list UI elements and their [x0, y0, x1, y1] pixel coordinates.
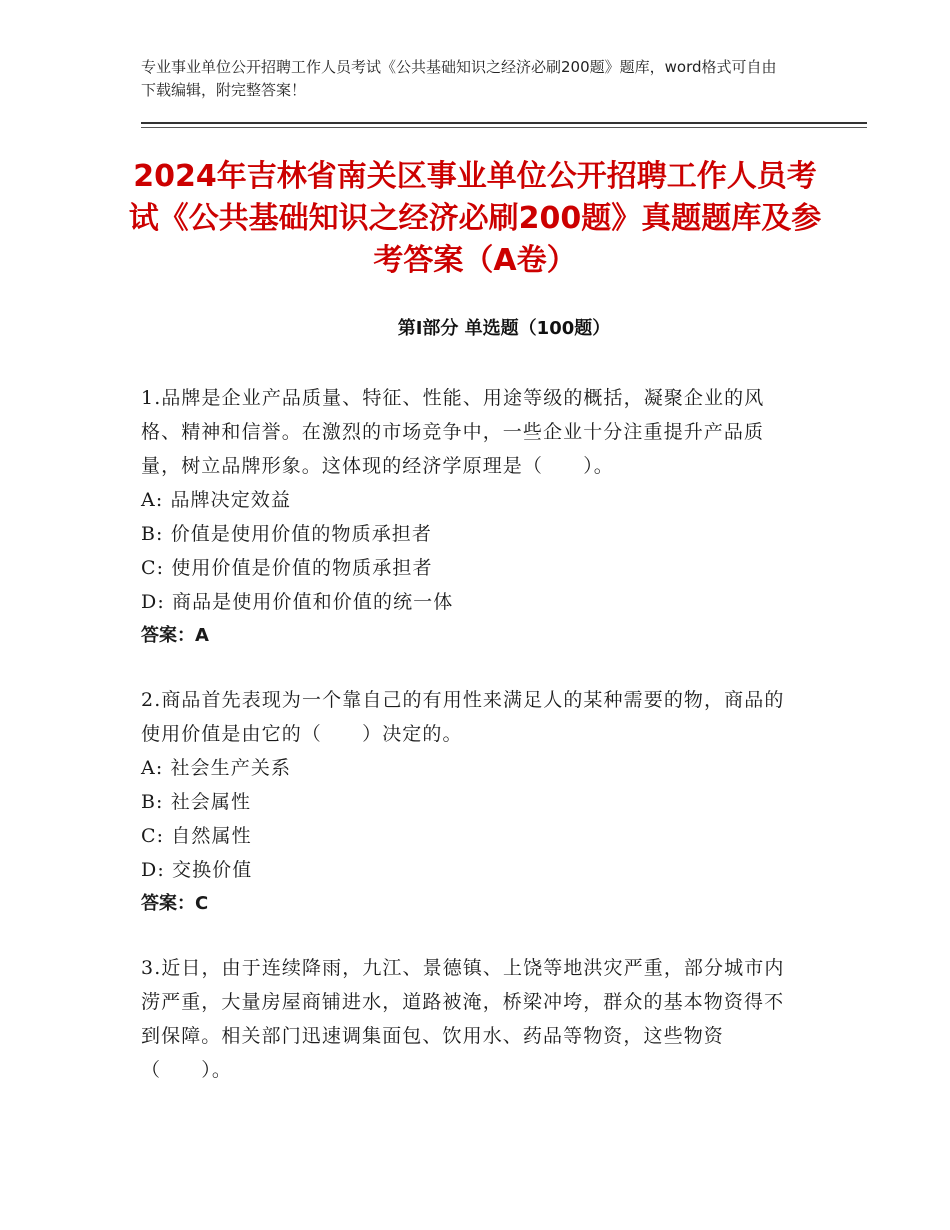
option-a: A: 社会生产关系: [141, 757, 292, 779]
header-divider-thick: [141, 122, 867, 124]
question-stem: 2.商品首先表现为一个靠自己的有用性来满足人的某种需要的物，商品的使用价值是由它的（ ）决定的。: [141, 689, 785, 745]
header-divider-thin: [141, 127, 867, 128]
question-stem: 1.品牌是企业产品质量、特征、性能、用途等级的概括，凝聚企业的风格、精神和信誉。在激烈的市场竞争中，一些企业十分注重提升产品质量，树立品牌形象。这体现的经济学原理是（ ）。: [141, 387, 765, 477]
question-list: [141, 381, 801, 1117]
option-d: D: 商品是使用价值和价值的统一体: [141, 591, 454, 613]
document-title: 2024年吉林省南关区事业单位公开招聘工作人员考试《公共基础知识之经济必刷200题》真题题库及参考答案（A卷）: [128, 159, 822, 278]
option-b: B: 社会属性: [141, 791, 252, 813]
answer-label: 答案：A: [141, 625, 209, 646]
header-note: 专业事业单位公开招聘工作人员考试《公共基础知识之经济必刷200题》题库，word格式可自由下载编辑，附完整答案！: [141, 58, 777, 99]
option-c: C: 使用价值是价值的物质承担者: [141, 557, 433, 579]
question-2: [141, 683, 801, 921]
question-stem: 3.近日，由于连续降雨，九江、景德镇、上饶等地洪灾严重，部分城市内涝严重，大量房屋商铺进水，道路被淹，桥梁冲垮，群众的基本物资得不到保障。相关部门迅速调集面包、饮用水、药品等物资，这些物资（ ）。: [141, 957, 785, 1081]
question-3: [141, 951, 801, 1087]
option-a: A: 品牌决定效益: [141, 489, 292, 511]
question-1: [141, 381, 801, 653]
option-b: B: 价值是使用价值的物质承担者: [141, 523, 433, 545]
answer-label: 答案：C: [141, 893, 209, 914]
option-d: D: 交换价值: [141, 859, 253, 881]
option-c: C: 自然属性: [141, 825, 252, 847]
section-heading: 第Ⅰ部分 单选题（100题）: [397, 318, 611, 339]
